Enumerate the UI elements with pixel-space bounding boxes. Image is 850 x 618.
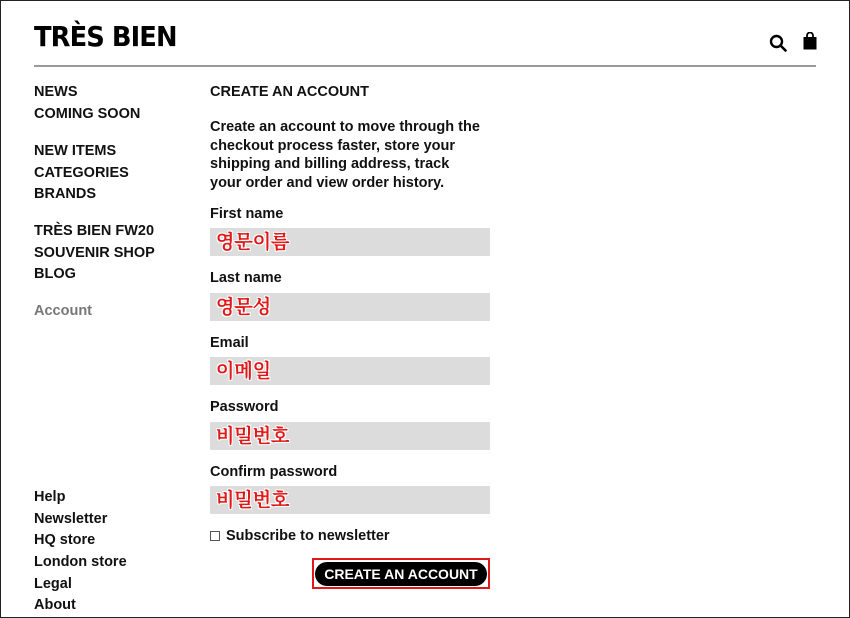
create-account-form bbox=[210, 84, 500, 582]
bag-icon[interactable] bbox=[802, 32, 818, 50]
sidebar-item-fw20[interactable]: TRÈS BIEN FW20 bbox=[34, 223, 155, 239]
footer-link-london-store[interactable]: London store bbox=[34, 554, 127, 571]
submit-highlight bbox=[312, 558, 490, 589]
email-input[interactable]: 이메일 bbox=[210, 357, 490, 385]
footer-link-hq-store[interactable]: HQ store bbox=[34, 532, 96, 549]
subscribe-row bbox=[210, 528, 390, 544]
page-title: CREATE AN ACCOUNT bbox=[210, 84, 369, 100]
footer-link-newsletter[interactable]: Newsletter bbox=[34, 510, 108, 527]
search-icon[interactable] bbox=[769, 34, 787, 52]
footer-link-about[interactable]: About bbox=[34, 597, 76, 614]
sidebar-item-new-items[interactable]: NEW ITEMS bbox=[34, 143, 117, 159]
email-label: Email bbox=[210, 335, 249, 351]
sidebar-item-categories[interactable]: CATEGORIES bbox=[34, 164, 129, 181]
subscribe-label[interactable]: Subscribe to newsletter bbox=[226, 528, 390, 544]
sidebar-item-account[interactable]: Account bbox=[34, 303, 92, 319]
sidebar-item-blog[interactable]: BLOG bbox=[34, 266, 76, 283]
subscribe-checkbox[interactable] bbox=[210, 531, 220, 541]
intro-text: Create an account to move through the checkout process faster, store your shipping and billing address, track your order and view order history. bbox=[210, 119, 480, 192]
confirm-password-label: Confirm password bbox=[210, 464, 338, 480]
header-divider bbox=[34, 65, 816, 67]
sidebar-item-brands[interactable]: BRANDS bbox=[34, 186, 97, 203]
sidebar-group-account bbox=[34, 301, 92, 323]
sidebar-item-news[interactable]: NEWS bbox=[34, 84, 78, 100]
first-name-input[interactable]: 영문이름 bbox=[210, 228, 490, 256]
footer-link-help[interactable]: Help bbox=[34, 489, 66, 505]
password-label: Password bbox=[210, 399, 279, 415]
footer-link-legal[interactable]: Legal bbox=[34, 575, 72, 592]
sidebar-group-shop bbox=[34, 141, 129, 206]
first-name-label: First name bbox=[210, 206, 284, 222]
footer-nav bbox=[34, 487, 127, 617]
last-name-input[interactable]: 영문성 bbox=[210, 293, 490, 321]
create-account-button[interactable]: CREATE AN ACCOUNT bbox=[315, 562, 487, 586]
sidebar-group-news bbox=[34, 82, 140, 125]
password-input[interactable]: 비밀번호 bbox=[210, 422, 490, 450]
sidebar-item-souvenir-shop[interactable]: SOUVENIR SHOP bbox=[34, 244, 155, 261]
last-name-label: Last name bbox=[210, 270, 282, 286]
sidebar-item-coming-soon[interactable]: COMING SOON bbox=[34, 105, 141, 122]
confirm-password-input[interactable]: 비밀번호 bbox=[210, 486, 490, 514]
sidebar-group-extras bbox=[34, 221, 155, 286]
brand-logo[interactable]: TRÈS BIEN bbox=[34, 20, 177, 53]
